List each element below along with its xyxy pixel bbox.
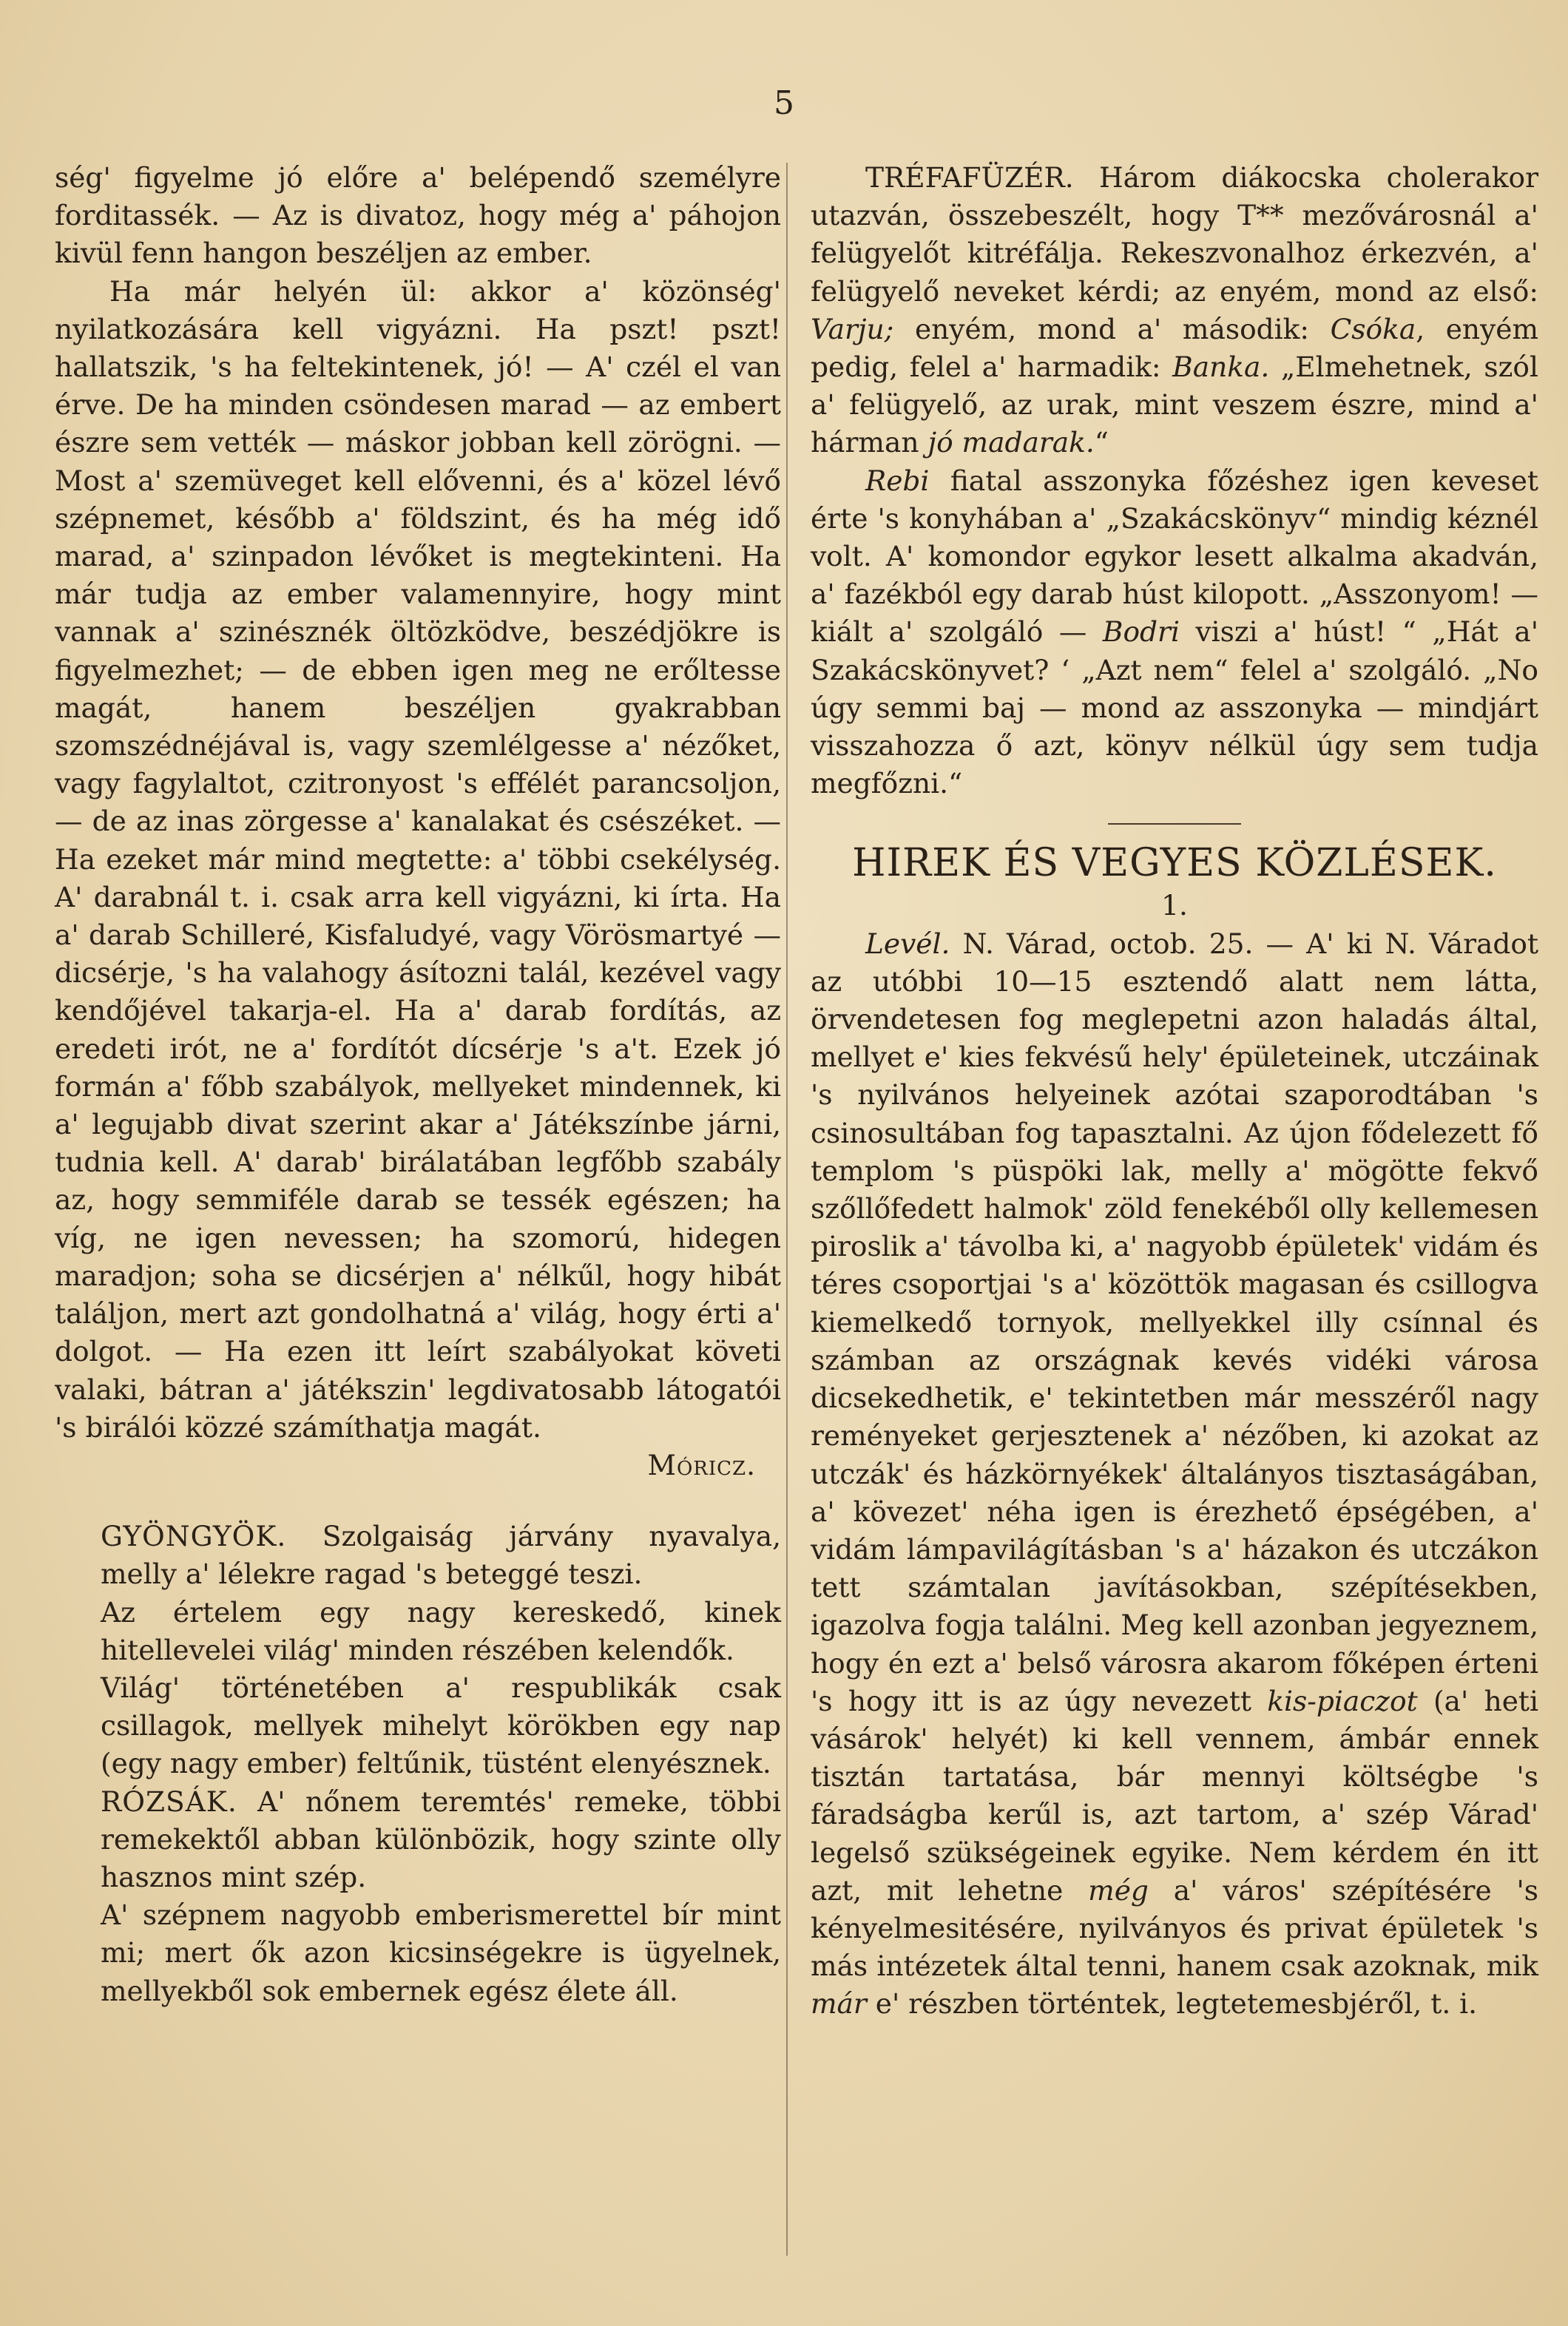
- news-section-title: HIREK ÉS VEGYES KÖZLÉSEK.: [852, 841, 1497, 886]
- word-mar: már: [811, 1987, 867, 2021]
- name-bodri: Bodri: [1102, 615, 1180, 649]
- news-letter: [811, 925, 1538, 2024]
- aphorism-3: Világ' történetében a' respublikák csak csillagok, mellyek mihelyt körökben egy nap (egy nagy ember) feltűnik, tüstént elenyésznek.: [101, 1671, 781, 1780]
- section-gap: [55, 1484, 781, 1518]
- section-separator: [1108, 823, 1241, 825]
- aphorism-1-text: Szolgaiság járvány nyavalya, melly a' lélekre ragad 's beteggé teszi.: [101, 1520, 782, 1591]
- name-csoka: Csóka: [1330, 312, 1416, 345]
- news-letter-part-b: (a' heti vásárok' helyét) ki kell vennem, ámbár ennek tisztán tartatása, bár mennyi költségbe 's fáradságba kerűl is, azt tartom, a' szép Várad' legelső szükségeinek egyike. Nem kérdem én itt azt, mit lehetne: [811, 1684, 1538, 1907]
- kis-piaczot: kis-piaczot: [1267, 1684, 1418, 1717]
- anecdote-1-part-c: , enyém pedig, felel a' harmadik:: [811, 312, 1539, 384]
- aphorism-4: [55, 1783, 781, 1897]
- anecdote-2: [811, 462, 1538, 803]
- anecdote-2-part-b: viszi a' húst! “ „Hát a' Szakácskönyvet? ‘ „Azt nem“ felel a' szolgáló. „No úgy semmi baj — mond az asszonyka — mindjárt visszahozza ő azt, könyv nélkül úgy sem tudja megfőzni.“: [811, 615, 1539, 800]
- name-banka: Banka.: [1172, 351, 1270, 384]
- gyongyok-heading: GYÖNGYÖK.: [101, 1520, 287, 1553]
- word-meg: még: [1088, 1873, 1149, 1907]
- anecdote-1-part-d: „Elmehetnek, szól a' felügyelő, az urak, mint veszem észre, mind a' hárman: [811, 351, 1538, 459]
- theatre-paragraph-2: Ha már helyén ül: akkor a' közönség' nyilatkozására kell vigyázni. Ha pszt! pszt! hallatszik, 's ha feltekintenek, jó! — A' czél el van érve. De ha minden csöndesen marad — az embert észre sem vették — máskor jobban kell zörögni. — Most a' szemüveget kell elővenni, és a' közel lévő szépnemet, később a' földszint, és ha még idő marad, a' szinpadon lévőket is megtekinteni. Ha már tudja az ember valamennyire, hogy mint vannak a' szinésznék öltözködve, beszédjökre is figyelmezhet; — de ebben igen meg ne erőltesse magát, hanem beszéljen gyakrabban szomszédnéjával is, vagy szemlélgesse a' nézőket, vagy fagylaltot, czitronyost 's effélét parancsoljon, — de az inas zörgesse a' kanalakat és csészéket. — Ha ezeket már mind megtette: a' többi csekélység. A' darabnál t. i. csak arra kell vigyázni, ki írta. Ha a' darab Schilleré, Kisfaludyé, vagy Vörösmartyé — dicsérje, 's ha valahogy ásítozni talál, kezével vagy kendőjével takarja-el. Ha a' darab fordítás, az eredeti irót, ne a' fordítót dícsérje 's a't. Ezek jó formán a' főbb szabályok, mellyeket mindennek, ki a' legujabb divat szerint akar a' Játékszínbe járni, tudnia kell. A' darab' birálatában legfőbb szabály az, hogy semmiféle darab se tessék egészen; ha víg, ne igen nevessen; ha szomorú, hidegen maradjon; soha se dicsérjen a' nélkűl, hogy hibát találjon, mert azt gondolhatná a' világ, hogy érti a' dolgot. — Ha ezen itt leírt szabályokat követi valaki, bátran a' játékszin' legdivatosabb látogatói 's birálói közzé számíthatja magát.: [55, 274, 781, 1444]
- page-number: 5: [774, 84, 794, 122]
- letter-label: Levél.: [865, 927, 950, 960]
- anecdote-2-part-a: fiatal asszonyka főzéshez igen keveset érte 's konyhában a' „Szakácskönyv“ mindig kéznél volt. A' komondor egykor lesett alkalma akadván, a' fazékból egy darab húst kilopott. „Asszonyom! — kiált a' szolgáló —: [811, 464, 1539, 649]
- aphorism-2: Az értelem egy nagy kereskedő, kinek hitellevelei világ' minden részében kelendők.: [101, 1595, 781, 1666]
- news-letter-part-d: e' részben történtek, legtetemesbjéről, t. i.: [875, 1987, 1478, 2021]
- column-divider: [786, 163, 788, 2256]
- name-varju: Varju;: [811, 312, 894, 345]
- trefafuzer-heading: TRÉFAFÜZÉR.: [865, 161, 1074, 194]
- author-signature: Móricz.: [647, 1448, 756, 1481]
- anecdote-1: [811, 159, 1538, 462]
- left-column: [55, 159, 781, 2010]
- name-rebi: Rebi: [865, 464, 930, 497]
- anecdote-1-part-a: Három diákocska cholerakor utazván, összebeszélt, hogy T** mezővárosnál a' felügyelőt kitréfálja. Rekeszvonalhoz érkezvén, a' felügyelő neveket kérdi; az enyém, mond az első:: [811, 161, 1538, 308]
- theatre-paragraph-1: ség' figyelme jó előre a' belépendő személyre forditassék. — Az is divatoz, hogy még a' páhojon kivül fenn hangon beszéljen az ember.: [55, 161, 781, 270]
- news-item-number: 1.: [1161, 889, 1188, 922]
- aphorism-1: [55, 1518, 781, 1593]
- anecdote-1-part-e: “: [1094, 426, 1109, 459]
- right-column: [811, 159, 1538, 2024]
- news-letter-part-c: a' város' szépítésére 's kényelmesitésére, nyilványos és privat épületek 's más intézetek által tenni, hanem csak azoknak, mik: [811, 1873, 1539, 1983]
- anecdote-1-part-b: enyém, mond a' második:: [914, 312, 1309, 345]
- rozsak-heading: RÓZSÁK.: [101, 1785, 237, 1818]
- news-letter-part-a: N. Várad, octob. 25. — A' ki N. Váradot az utóbbi 10—15 esztendő alatt nem látta, örvendetesen fog meglepetni azon haladás által, mellyet e' kies fekvésű hely' épületeinek, utczáinak 's nyilvános helyeinek azótai szaporodtában 's csinosultában fog tapasztalni. Az újon fődelezett fő templom 's püspöki lak, melly a' mögötte fekvő szőllőfedett halmok' zöld fenekéből olly kellemesen piroslik a' távolba ki, a' nagyobb épületek' vidám és téres csoportjai 's a' közöttök magasan és csillogva kiemelkedő tornyok, mellyekkel illy csínnal és számban az országnak kevés vidéki városa dicsekedhetik, e' tekintetben már messzéről nagy reményeket gerjesztenek a' nézőben, ki azokat az utczák' és házkörnyékek' általányos tisztaságában, a' kövezet' néha igen is érezhető épségében, a' vidám lámpavilágításban 's a' házakon és utczákon tett számtalan javításokban, szépítésekben, igazolva fogja találni. Meg kell azonban jegyeznem, hogy én ezt a' belső városra akarom főképen érteni 's hogy itt is az úgy nevezett: [811, 927, 1539, 1717]
- jo-madarak: jó madarak.: [927, 426, 1095, 459]
- aphorism-5: A' szépnem nagyobb emberismerettel bír mint mi; mert ők azon kicsinségekre is ügyelnek, mellyekből sok embernek egész élete áll.: [101, 1899, 781, 2007]
- aphorism-4-text: A' nőnem teremtés' remeke, többi remekektől abban különbözik, hogy szinte olly hasznos mint szép.: [101, 1785, 781, 1893]
